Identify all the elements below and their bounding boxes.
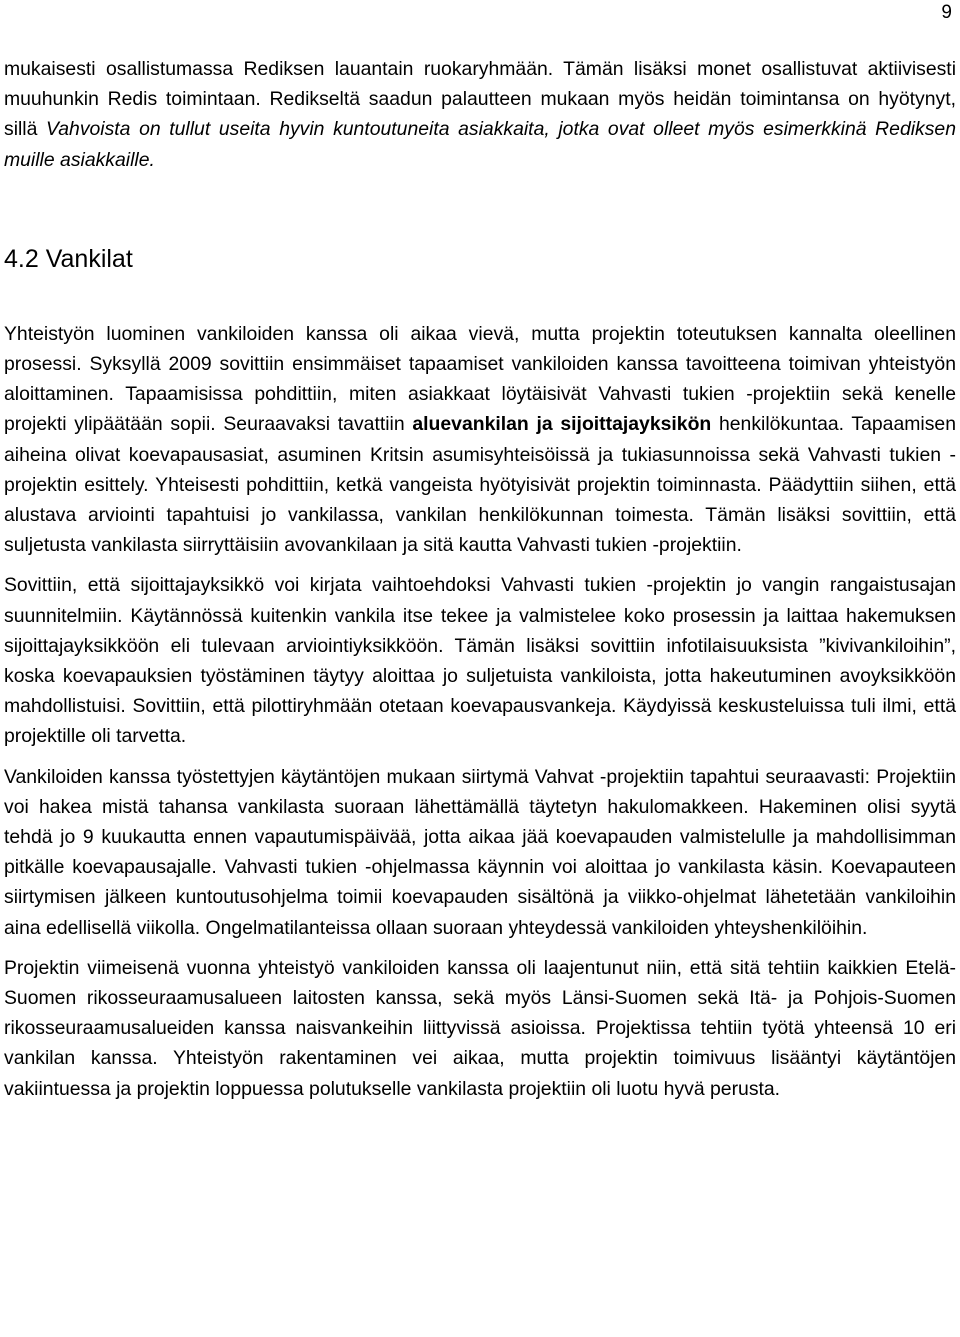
paragraph-procedure: Vankiloiden kanssa työstettyjen käytäntöjen mukaan siirtymä Vahvat -projektiin tapahtui seuraavasti: Projektiin voi hakea mistä tahansa vankilasta suoraan lähettämällä täytetyn hakulomakkeen. Hakeminen olisi syytä tehdä jo 9 kuukautta ennen vapautumispäivää, jotta aikaa jää koevapauden valmistelulle ja mahdollisimman pitkälle koevapausajalle. Vahvasti tukien -ohjelmassa käynnin voi aloittaa jo vankilasta käsin. Koevapauteen siirtymisen jälkeen kuntoutusohjelma toimii koevapauden sisältönä ja viikko-ohjelmat lähetetään vankiloihin aina edellisellä viikolla. Ongelmatilanteissa ollaan suoraan yhteydessä vankiloiden yhteyshenkilöihin.: [4, 765, 956, 939]
intro-text: mukaisesti osallistumassa Rediksen lauantain ruokaryhmään. Tämän lisäksi monet osallistuvat aktiivisesti muuhunkin Redis toimintaan. Redikseltä saadun palautteen mukaan myös heidän toimintansa on hyötynyt, sillä: [4, 58, 956, 141]
paragraph-meetings-text-1: Yhteistyön luominen vankiloiden kanssa oli aikaa vievä, mutta projektin toteutuksen kannalta oleellinen prosessi. Syksyllä 2009 sovittiin ensimmäiset tapaamiset vankiloiden kanssa tavoitteena toimivan yhteistyön aloittaminen. Tapaamisissa pohdittiin, miten asiakkaat löytäisivät Vahvasti tukien -projektiin sekä kenelle projekti ylipäätään sopii. Seuraavaksi tavattiin: [4, 322, 956, 436]
section-heading: 4.2 Vankilat: [4, 244, 133, 273]
paragraph-meetings-text-2: henkilökuntaa. Tapaamisen aiheina olivat koevapausasiat, asuminen Kritsin asumisyhteisöissä ja tukiasunnoissa sekä Vahvasti tukien -projektin esittely. Yhteisesti pohdittiin, ketkä vangeista hyötyisivät projektin toiminnasta. Päädyttiin siihen, että alustava arviointi tapahtuisi jo vankilassa, vankilan henkilökunnan toimesta. Tämän lisäksi sovittiin, että suljetusta vankilasta siirryttäisiin avovankilaan ja sitä kautta Vahvasti tukien -projektiin.: [4, 413, 956, 557]
paragraph-final-year: Projektin viimeisenä vuonna yhteistyö vankiloiden kanssa oli laajentunut niin, että sitä tehtiin kaikkien Etelä-Suomen rikosseuraamusalueen laitosten kanssa, sekä myös Länsi-Suomen sekä Itä- ja Pohjois-Suomen rikosseuraamusalueiden kanssa naisvankeihin liittyvissä asioissa. Projektissa tehtiin työtä yhteensä 10 eri vankilan kanssa. Yhteistyön rakentaminen vei aikaa, mutta projektin toimivuus lisääntyi käytäntöjen vakiintuessa ja projektin loppuessa polutukselle vankilasta projektiin oli luotu hyvä perusta.: [4, 956, 956, 1100]
paragraph-meetings: [4, 319, 956, 561]
section-heading-wrap: [4, 245, 956, 279]
intro-italic-text: Vahvoista on tullut useita hyvin kuntoutuneita asiakkaita, jotka ovat olleet myös esimerkkinä Rediksen muille asiakkaille.: [4, 118, 956, 171]
intro-paragraph: [4, 54, 956, 175]
paragraph-meetings-bold: aluevankilan ja sijoittajayksikön: [412, 413, 712, 436]
document-body: [4, 54, 956, 1104]
page-number: 9: [941, 2, 952, 23]
paragraph-agreements: Sovittiin, että sijoittajayksikkö voi kirjata vaihtoehdoksi Vahvasti tukien -projektin jo vangin rangaistusajan suunnitelmiin. Käytännössä kuitenkin vankila itse tekee ja valmistelee koko prosessin ja laittaa hakemuksen sijoittajayksikköön eli tulevaan arviointiyksikköön. Tämän lisäksi sovittiin infotilaisuuksista ”kivivankiloihin”, koska koevapauksien työstäminen täytyy aloittaa jo suljetuista vankiloista, jotta hakeutuminen avoyksikköön mahdollistuisi. Sovittiin, että pilottiryhmään otetaan koevapausvankeja. Käydyissä keskusteluissa tuli ilmi, että projektille oli tarvetta.: [4, 574, 956, 748]
